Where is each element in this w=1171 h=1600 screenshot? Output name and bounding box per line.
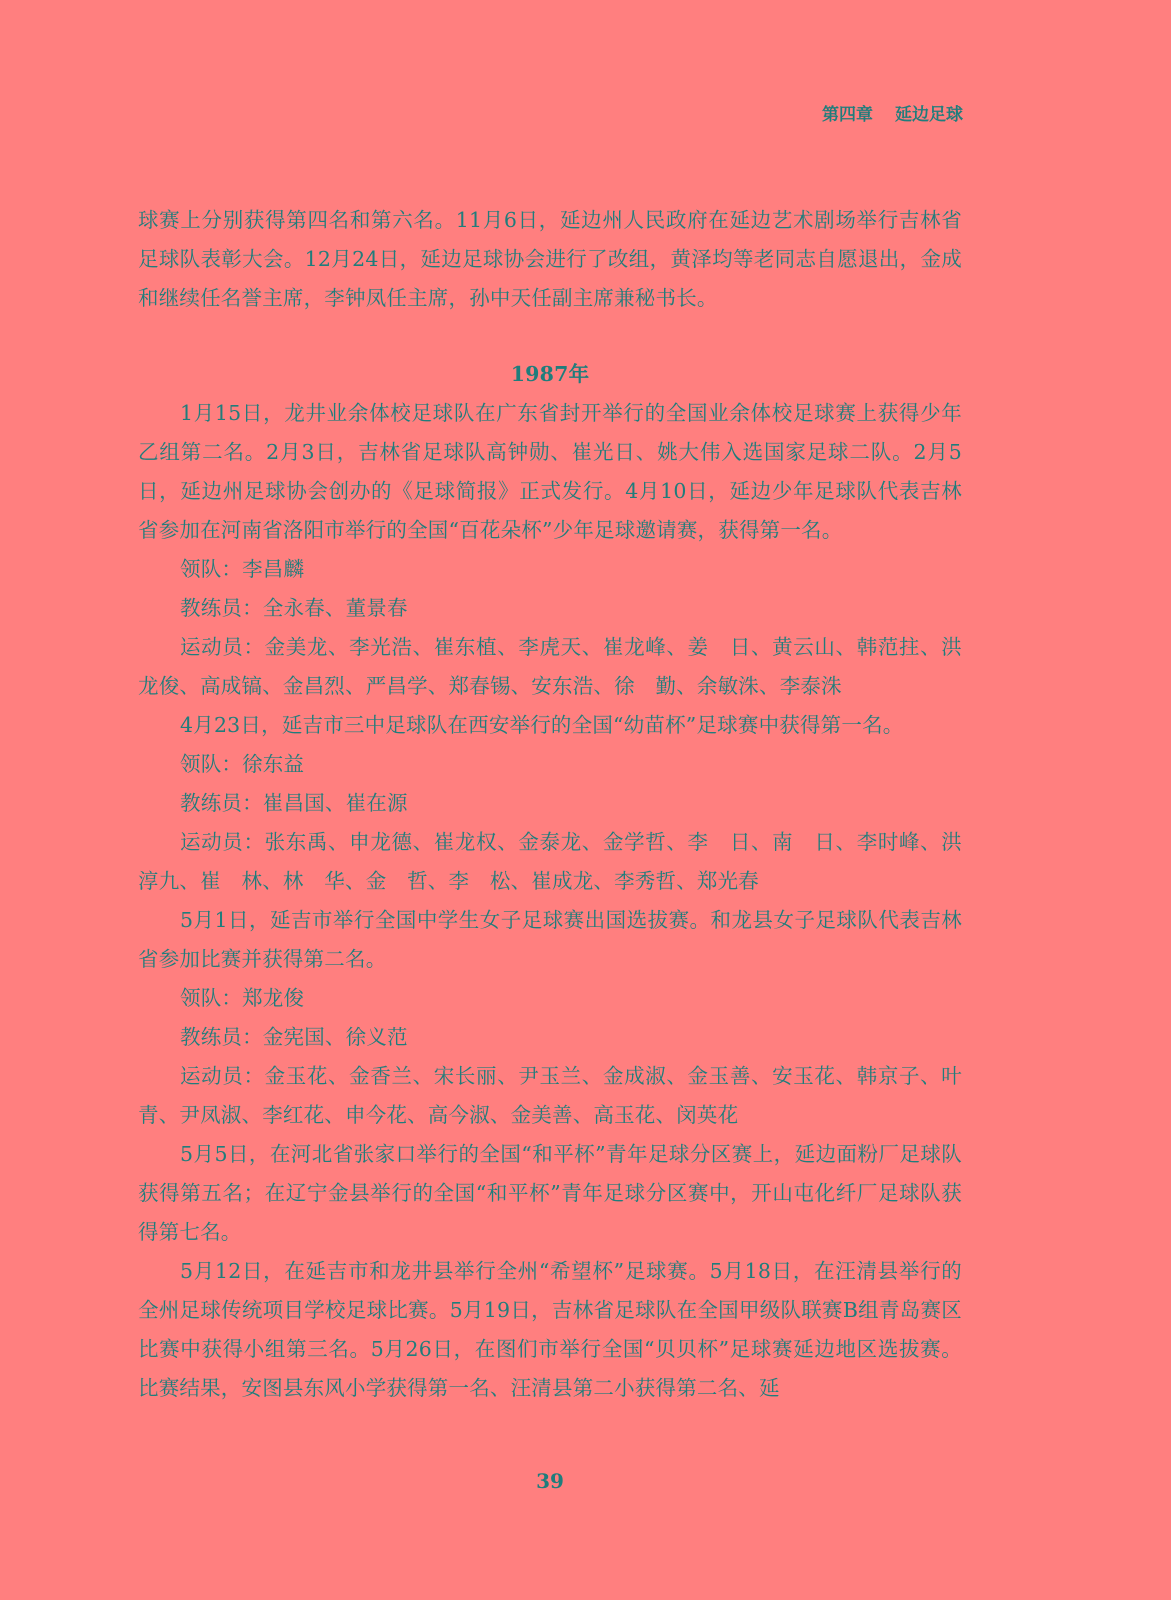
team-leader-line: 领队：李昌麟 xyxy=(180,557,305,581)
paragraph: 5月5日，在河北省张家口举行的全国“和平杯”青年足球分区赛上，延边面粉厂足球队获得第五名；在辽宁金县举行的全国“和平杯”青年足球分区赛中，开山屯化纤厂足球队获得第七名。 xyxy=(138,1142,962,1244)
paragraph: 1月15日，龙井业余体校足球队在广东省封开举行的全国业余体校足球赛上获得少年乙组第二名。2月3日，吉林省足球队高钟勋、崔光日、姚大伟入选国家足球二队。2月5日，延边州足球协会创办的《足球简报》正式发行。4月10日，延边少年足球队代表吉林省参加在河南省洛阳市举行的全国“百花朵杯”少年足球邀请赛，获得第一名。 xyxy=(138,401,962,542)
running-header xyxy=(822,100,963,125)
players-line: 运动员：张东禹、申龙德、崔龙权、金泰龙、金学哲、李 日、南 日、李时峰、洪淳九、崔 林、林 华、金 哲、李 松、崔成龙、李秀哲、郑光春 xyxy=(138,830,962,893)
paragraph: 4月23日，延吉市三中足球队在西安举行的全国“幼苗杯”足球赛中获得第一名。 xyxy=(180,713,904,737)
intro-paragraph: 球赛上分别获得第四名和第六名。11月6日，延边州人民政府在延边艺术剧场举行吉林省足球队表彰大会。12月24日，延边足球协会进行了改组，黄泽均等老同志自愿退出，金成和继续任名誉主席，李钟凤任主席，孙中天任副主席兼秘书长。 xyxy=(138,208,962,310)
paragraph: 5月12日，在延吉市和龙井县举行全州“希望杯”足球赛。5月18日，在汪清县举行的全州足球传统项目学校足球比赛。5月19日，吉林省足球队在全国甲级队联赛B组青岛赛区比赛中获得小组第三名。5月26日，在图们市举行全国“贝贝杯”足球赛延边地区选拔赛。比赛结果，安图县东风小学获得第一名、汪清县第二小获得第二名、延 xyxy=(138,1259,962,1400)
chapter-label: 第四章 xyxy=(822,105,873,125)
coaches-line: 教练员：崔昌国、崔在源 xyxy=(180,791,408,815)
team-leader-line: 领队：郑龙俊 xyxy=(180,986,305,1010)
page-number: 39 xyxy=(536,1469,564,1493)
year-heading: 1987年 xyxy=(510,362,590,386)
coaches-line: 教练员：金宪国、徐义范 xyxy=(180,1025,408,1049)
players-line: 运动员：金美龙、李光浩、崔东植、李虎天、崔龙峰、姜 日、黄云山、韩范拄、洪龙俊、高成镐、金昌烈、严昌学、郑春锡、安东浩、徐 勤、余敏洙、李泰洙 xyxy=(138,635,962,698)
team-leader-line: 领队：徐东益 xyxy=(180,752,305,776)
chapter-title: 延边足球 xyxy=(895,105,963,125)
players-line: 运动员：金玉花、金香兰、宋长丽、尹玉兰、金成淑、金玉善、安玉花、韩京子、叶 青、尹凤淑、李红花、申今花、高今淑、金美善、高玉花、闵英花 xyxy=(138,1064,983,1127)
paragraph: 5月1日，延吉市举行全国中学生女子足球赛出国选拔赛。和龙县女子足球队代表吉林省参加比赛并获得第二名。 xyxy=(138,908,962,971)
coaches-line: 教练员：全永春、董景春 xyxy=(180,596,408,620)
page-body xyxy=(138,201,983,1408)
